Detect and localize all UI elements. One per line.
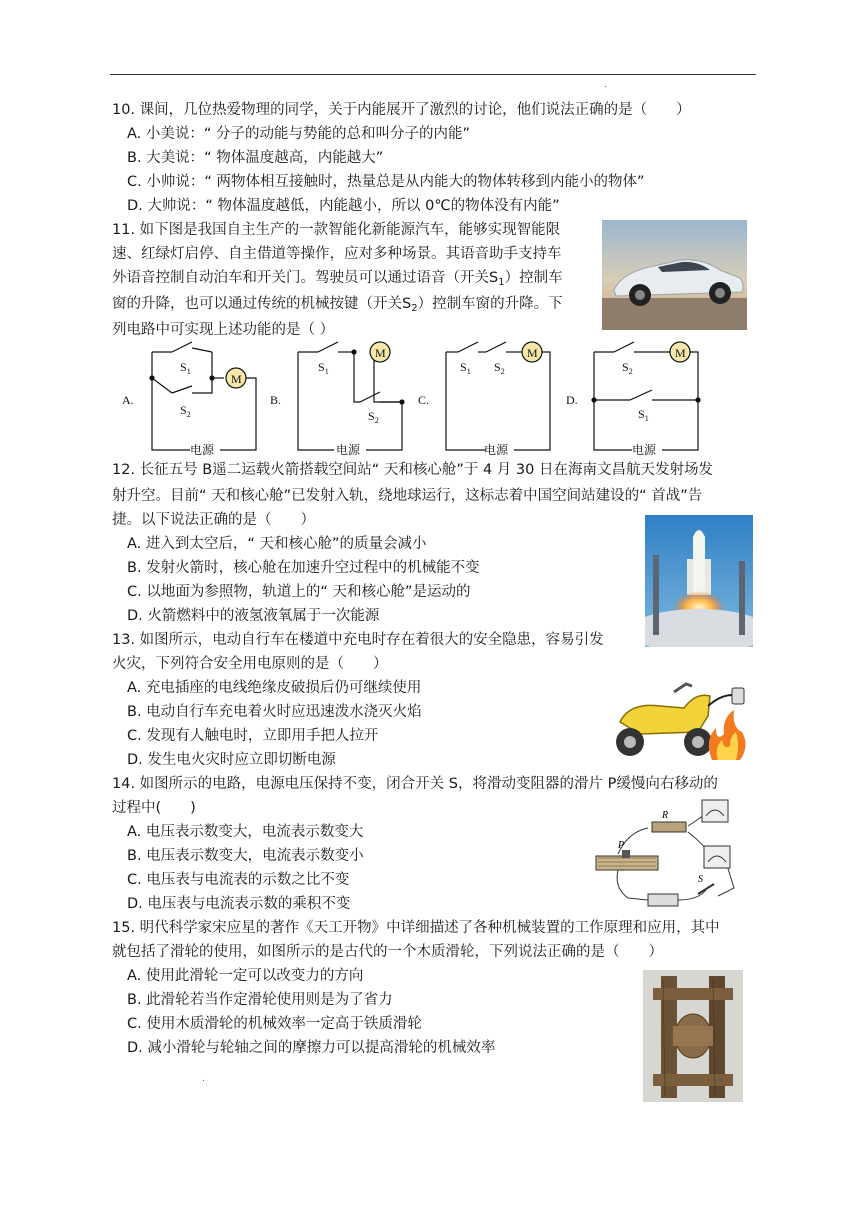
q11-stem-line5: 列电路中可实现上述功能的是（ ）: [112, 322, 335, 338]
power-source-label: 电源: [190, 443, 215, 457]
option-label-d: D.: [566, 393, 578, 407]
svg-text:电源: 电源: [484, 443, 509, 457]
svg-text:M: M: [375, 346, 386, 360]
svg-text:S1: $S_1$: [460, 360, 471, 376]
option-label-c: C.: [418, 393, 430, 407]
q14-option-c: C. 电压表与电流表的示数之比不变: [127, 872, 350, 888]
scooter-fire-illustration: [600, 662, 750, 770]
q15-option-a: A. 使用此滑轮一定可以改变力的方向: [127, 968, 364, 984]
q15-option-d: D. 减小滑轮与轮轴之间的摩擦力可以提高滑轮的机械效率: [127, 1040, 496, 1056]
svg-text:S2: $S_2$: [494, 360, 505, 376]
switch-label: S: [698, 874, 703, 885]
q13-stem-line2: 火灾，下列符合安全用电原则的是（ ）: [112, 656, 388, 672]
q13-stem-line1: 13. 如图所示，电动自行车在楼道中充电时存在着很大的安全隐患，容易引发: [112, 632, 604, 648]
q10-stem: 10. 课间，几位热爱物理的同学，关于内能展开了激烈的讨论，他们说法正确的是（ ）: [112, 102, 691, 118]
stray-dot: .: [202, 1074, 205, 1084]
switch-s1-label: $S_1$: [180, 360, 191, 376]
svg-text:电源: 电源: [632, 443, 657, 457]
svg-text:S2: $S_2$: [622, 360, 633, 376]
q15-option-c: C. 使用木质滑轮的机械效率一定高于铁质滑轮: [127, 1016, 422, 1032]
stray-dot: .: [604, 80, 607, 90]
car-photo: [602, 220, 747, 330]
q11-circuit-figure: [120, 338, 720, 462]
svg-text:M: M: [527, 346, 538, 360]
slider-label: P: [618, 840, 625, 851]
q10-option-c: C. 小帅说：“ 两物体相互接触时，热量总是从内能大的物体转移到内能小的物体”: [127, 174, 645, 190]
resistor-label: R: [662, 810, 669, 821]
q15-stem-line2: 就包括了滑轮的使用，如图所示的是古代的一个木质滑轮，下列说法正确的是（ ）: [112, 944, 663, 960]
q14-stem-line1: 14. 如图所示的电路，电源电压保持不变，闭合开关 S，将滑动变阻器的滑片 P缓慢向右移动的: [112, 776, 718, 792]
q12-option-c: C. 以地面为参照物，轨道上的“ 天和核心舱”是运动的: [127, 584, 471, 600]
q11-stem-line3: 外语音控制自动泊车和开关门。驾驶员可以通过语音（开关$S_1$）控制车: [112, 270, 563, 288]
q12-option-a: A. 进入到太空后，“ 天和核心舱”的质量会减小: [127, 536, 427, 552]
q14-option-a: A. 电压表示数变大，电流表示数变大: [127, 824, 364, 840]
svg-text:电源: 电源: [336, 443, 361, 457]
switch-s2-label: $S_2$: [180, 403, 191, 419]
q12-option-d: D. 火箭燃料中的液氢液氧属于一次能源: [127, 608, 380, 624]
q13-option-b: B. 电动自行车充电着火时应迅速泼水浇灭火焰: [127, 704, 422, 720]
q11-stem-line4: 窗的升降，也可以通过传统的机械按键（开关$S_2$）控制车窗的升降。下: [112, 296, 563, 314]
q13-option-c: C. 发现有人触电时，立即用手把人拉开: [127, 728, 379, 744]
q10-option-a: A. 小美说：“ 分子的动能与势能的总和叫分子的内能”: [127, 126, 471, 142]
rocket-launch-photo: [645, 515, 753, 647]
option-label-b: B.: [270, 393, 282, 407]
q14-stem-line2: 过程中( ): [112, 800, 196, 816]
q10-option-d: D. 大帅说：“ 物体温度越低，内能越小，所以 0℃的物体没有内能”: [127, 198, 560, 214]
q15-stem-line1: 15. 明代科学家宋应星的著作《天工开物》中详细描述了各种机械装置的工作原理和应用，其中: [112, 920, 720, 936]
svg-text:S1: $S_1$: [318, 360, 329, 376]
rheostat-circuit-illustration: [588, 792, 748, 910]
motor-label: M: [231, 372, 242, 386]
q14-option-d: D. 电压表与电流表示数的乘积不变: [127, 896, 351, 912]
header-rule: [110, 74, 756, 75]
circuit-a: [152, 342, 256, 450]
option-label-a: A.: [122, 393, 134, 407]
q13-option-a: A. 充电插座的电线绝缘皮破损后仍可继续使用: [127, 680, 422, 696]
q13-option-d: D. 发生电火灾时应立即切断电源: [127, 752, 336, 768]
q14-option-b: B. 电压表示数变大，电流表示数变小: [127, 848, 364, 864]
wooden-pulley-photo: [643, 970, 743, 1102]
q10-option-b: B. 大美说：“ 物体温度越高，内能越大”: [127, 150, 384, 166]
svg-text:S1: $S_1$: [638, 407, 649, 423]
q12-stem-line2: 射升空。目前“ 天和核心舱”已发射入轨，绕地球运行，这标志着中国空间站建设的“ 首战”告: [112, 488, 703, 504]
svg-text:S2: $S_2$: [368, 409, 379, 425]
q11-stem-line1: 11. 如下图是我国自主生产的一款智能化新能源汽车，能够实现智能限: [112, 222, 561, 238]
q11-stem-line2: 速、红绿灯启停、自主借道等操作，应对多种场景。其语音助手支持车: [112, 246, 562, 262]
svg-text:M: M: [675, 346, 686, 360]
q15-option-b: B. 此滑轮若当作定滑轮使用则是为了省力: [127, 992, 393, 1008]
q12-stem-line3: 捷。以下说法正确的是（ ）: [112, 512, 315, 528]
q12-stem-line1: 12. 长征五号 B遥二运载火箭搭载空间站“ 天和核心舱”于 4 月 30 日在海南文昌航天发射场发: [112, 462, 713, 478]
q12-option-b: B. 发射火箭时，核心舱在加速升空过程中的机械能不变: [127, 560, 480, 576]
